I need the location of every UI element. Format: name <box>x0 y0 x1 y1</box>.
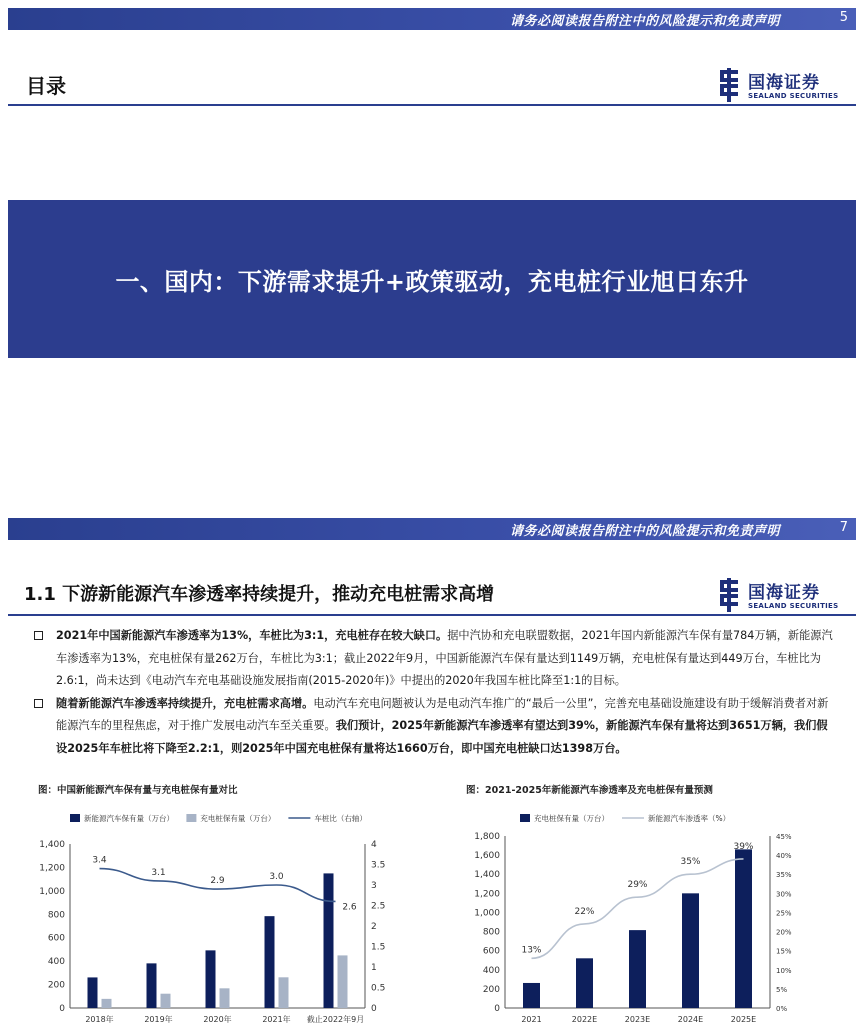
sealand-logo <box>716 576 846 616</box>
bullet-lead: 2021年中国新能源汽车渗透率为13%，车桩比为3:1，充电桩存在较大缺口。 <box>56 629 448 642</box>
checkbox-bullet-icon <box>34 631 43 640</box>
page-title: 目录 <box>26 74 66 98</box>
bar <box>324 873 334 1008</box>
chart-penetration-forecast-svg <box>440 796 850 1026</box>
y-tick-label: 0 <box>494 1004 500 1014</box>
chart-title: 图：中国新能源汽车保有量与充电桩保有量对比 <box>38 785 238 796</box>
logo-english-name: SEALAND SECURITIES <box>748 602 839 610</box>
chart-ev-vs-charger <box>20 782 420 1024</box>
x-tick-label: 2020年 <box>203 1015 232 1024</box>
y-tick-label: 600 <box>482 946 500 957</box>
header-disclaimer: 请务必阅读报告附注中的风险提示和免责声明 <box>509 14 780 29</box>
y-tick-label: 0 <box>59 1004 65 1014</box>
data-label: 3.4 <box>92 855 107 866</box>
sealand-logo-icon <box>716 578 742 612</box>
y2-tick-label: 45% <box>776 833 792 841</box>
title-divider <box>8 614 856 616</box>
x-tick-label: 2023E <box>624 1015 651 1024</box>
y-tick-label: 200 <box>482 984 500 995</box>
y2-tick-label: 2 <box>371 922 377 932</box>
x-tick-label: 2019年 <box>144 1015 173 1024</box>
bullet-lead: 随着新能源汽车渗透率持续提升，充电桩需求高增。 <box>56 696 314 710</box>
bar <box>88 977 98 1008</box>
y2-tick-label: 5% <box>776 985 788 994</box>
report-page-7 <box>0 510 860 1024</box>
data-label: 29% <box>627 880 648 891</box>
data-label: 3.0 <box>269 872 284 882</box>
y2-tick-label: 1 <box>371 963 377 973</box>
data-label: 2.6 <box>342 902 357 913</box>
bar <box>629 930 646 1008</box>
x-tick-label: 截止2022年9月 <box>306 1015 365 1024</box>
y-tick-label: 1,200 <box>474 889 500 900</box>
data-label: 39% <box>733 841 754 852</box>
sealand-logo-icon <box>716 68 742 102</box>
bar <box>682 893 699 1008</box>
chart-penetration-forecast <box>440 782 850 1024</box>
y2-tick-label: 0 <box>371 1004 377 1014</box>
y2-tick-label: 30% <box>776 890 792 899</box>
header-bar <box>8 8 856 30</box>
y-tick-label: 200 <box>47 980 65 991</box>
bullet-list <box>34 625 834 760</box>
bar <box>220 988 230 1008</box>
y2-tick-label: 0% <box>776 1005 788 1013</box>
chart-title: 图：2021-2025年新能源汽车渗透率及充电桩保有量预测 <box>466 785 713 796</box>
y2-tick-label: 4 <box>371 840 377 850</box>
y2-tick-label: 40% <box>776 852 792 861</box>
bar <box>206 950 216 1008</box>
x-tick-label: 2021 <box>521 1015 542 1024</box>
data-label: 3.1 <box>151 867 166 878</box>
bar <box>523 983 540 1008</box>
logo-chinese-name: 国海证券 <box>748 583 820 603</box>
legend-label: 新能源汽车保有量（万台） <box>84 814 174 823</box>
page-number: 5 <box>839 10 848 25</box>
data-label: 22% <box>574 906 595 917</box>
logo-english-name: SEALAND SECURITIES <box>748 92 839 100</box>
y2-tick-label: 3 <box>371 881 377 891</box>
y-tick-label: 1,000 <box>474 908 500 919</box>
y-tick-label: 1,400 <box>39 840 65 850</box>
y2-tick-label: 0.5 <box>371 983 386 994</box>
y-tick-label: 1,400 <box>474 870 500 881</box>
y2-tick-label: 15% <box>776 947 792 956</box>
bullet-text: 电动汽车充电问题被认为是电动汽车推广的“最后一公里”，完善充电基础设施建设有助于缓解消费者对新能源汽车的里程焦虑，对于推广发展电动汽车至关重要。 <box>56 696 829 732</box>
y-tick-label: 400 <box>482 965 500 976</box>
data-label: 13% <box>521 945 542 956</box>
section-banner-text: 一、国内：下游需求提升+政策驱动，充电桩行业旭日东升 <box>115 268 749 296</box>
y-tick-label: 1,200 <box>39 863 65 874</box>
header-bar <box>8 518 856 540</box>
x-tick-label: 2025E <box>730 1015 757 1024</box>
y-tick-label: 800 <box>482 927 500 938</box>
x-tick-label: 2021年 <box>262 1015 291 1024</box>
bar <box>279 977 289 1008</box>
section-banner <box>8 200 856 358</box>
data-label: 35% <box>680 857 701 868</box>
y2-tick-label: 2.5 <box>371 901 386 912</box>
sealand-logo <box>716 66 846 106</box>
y2-tick-label: 1.5 <box>371 942 386 953</box>
bullet-forecast: 我们预计，2025年新能源汽车渗透率有望达到39%，新能源汽车保有量将达到3651万辆，我们假设2025年车桩比将下降至2.2:1，则2025年中国充电桩保有量将达1660万台，即中国充电桩缺口达1398万台。 <box>56 719 828 755</box>
legend-label: 新能源汽车渗透率（%） <box>648 814 731 823</box>
report-page-5 <box>0 0 860 500</box>
y-tick-label: 400 <box>47 957 65 968</box>
y-tick-label: 1,600 <box>474 851 500 862</box>
y2-tick-label: 25% <box>776 909 792 918</box>
x-tick-label: 2018年 <box>85 1015 114 1024</box>
y-tick-label: 600 <box>47 933 65 944</box>
legend-label: 充电桩保有量（万台） <box>534 814 609 823</box>
y-tick-label: 1,000 <box>39 886 65 897</box>
legend-label: 充电桩保有量（万台） <box>200 814 276 823</box>
bar <box>265 916 275 1008</box>
data-label: 2.9 <box>210 876 225 887</box>
bar <box>735 849 752 1008</box>
bar <box>338 955 348 1008</box>
checkbox-bullet-icon <box>34 699 43 708</box>
legend-swatch <box>70 814 80 822</box>
logo-chinese-name: 国海证券 <box>748 73 820 93</box>
bar <box>102 999 112 1008</box>
bullet-item <box>34 625 834 693</box>
y2-tick-label: 10% <box>776 966 792 975</box>
title-divider <box>8 104 856 106</box>
legend-swatch <box>520 814 530 822</box>
bar <box>576 958 593 1008</box>
bar <box>147 963 157 1008</box>
chart-ev-vs-charger-svg <box>20 796 420 1026</box>
page-number: 7 <box>839 520 848 535</box>
y2-tick-label: 35% <box>776 871 792 880</box>
y-tick-label: 1,800 <box>474 832 500 842</box>
bullet-item <box>34 693 834 761</box>
bar <box>161 994 171 1008</box>
legend-label: 车桩比（右轴） <box>314 814 367 823</box>
header-disclaimer: 请务必阅读报告附注中的风险提示和免责声明 <box>509 524 780 539</box>
y-tick-label: 800 <box>47 910 65 921</box>
x-tick-label: 2022E <box>571 1015 598 1024</box>
x-tick-label: 2024E <box>677 1015 704 1024</box>
bullet-text: 据中汽协和充电联盟数据，2021年国内新能源汽车保有量784万辆，新能源汽车渗透率为13%，充电桩保有量262万台，车桩比为3:1；截止2022年9月，中国新能源汽车保有量达到1149万辆，充电桩保有量达到449万台，车桩比为2.6:1，尚未达到《电动汽车充电基础设施发展指南(2015-2020年)》中提出的2020年我国车桩比降至1:1的目标。 <box>56 629 833 687</box>
y2-tick-label: 20% <box>776 928 792 937</box>
section-title: 1.1 下游新能源汽车渗透率持续提升，推动充电桩需求高增 <box>24 584 495 605</box>
y2-tick-label: 3.5 <box>371 860 386 871</box>
legend-swatch <box>186 814 196 822</box>
